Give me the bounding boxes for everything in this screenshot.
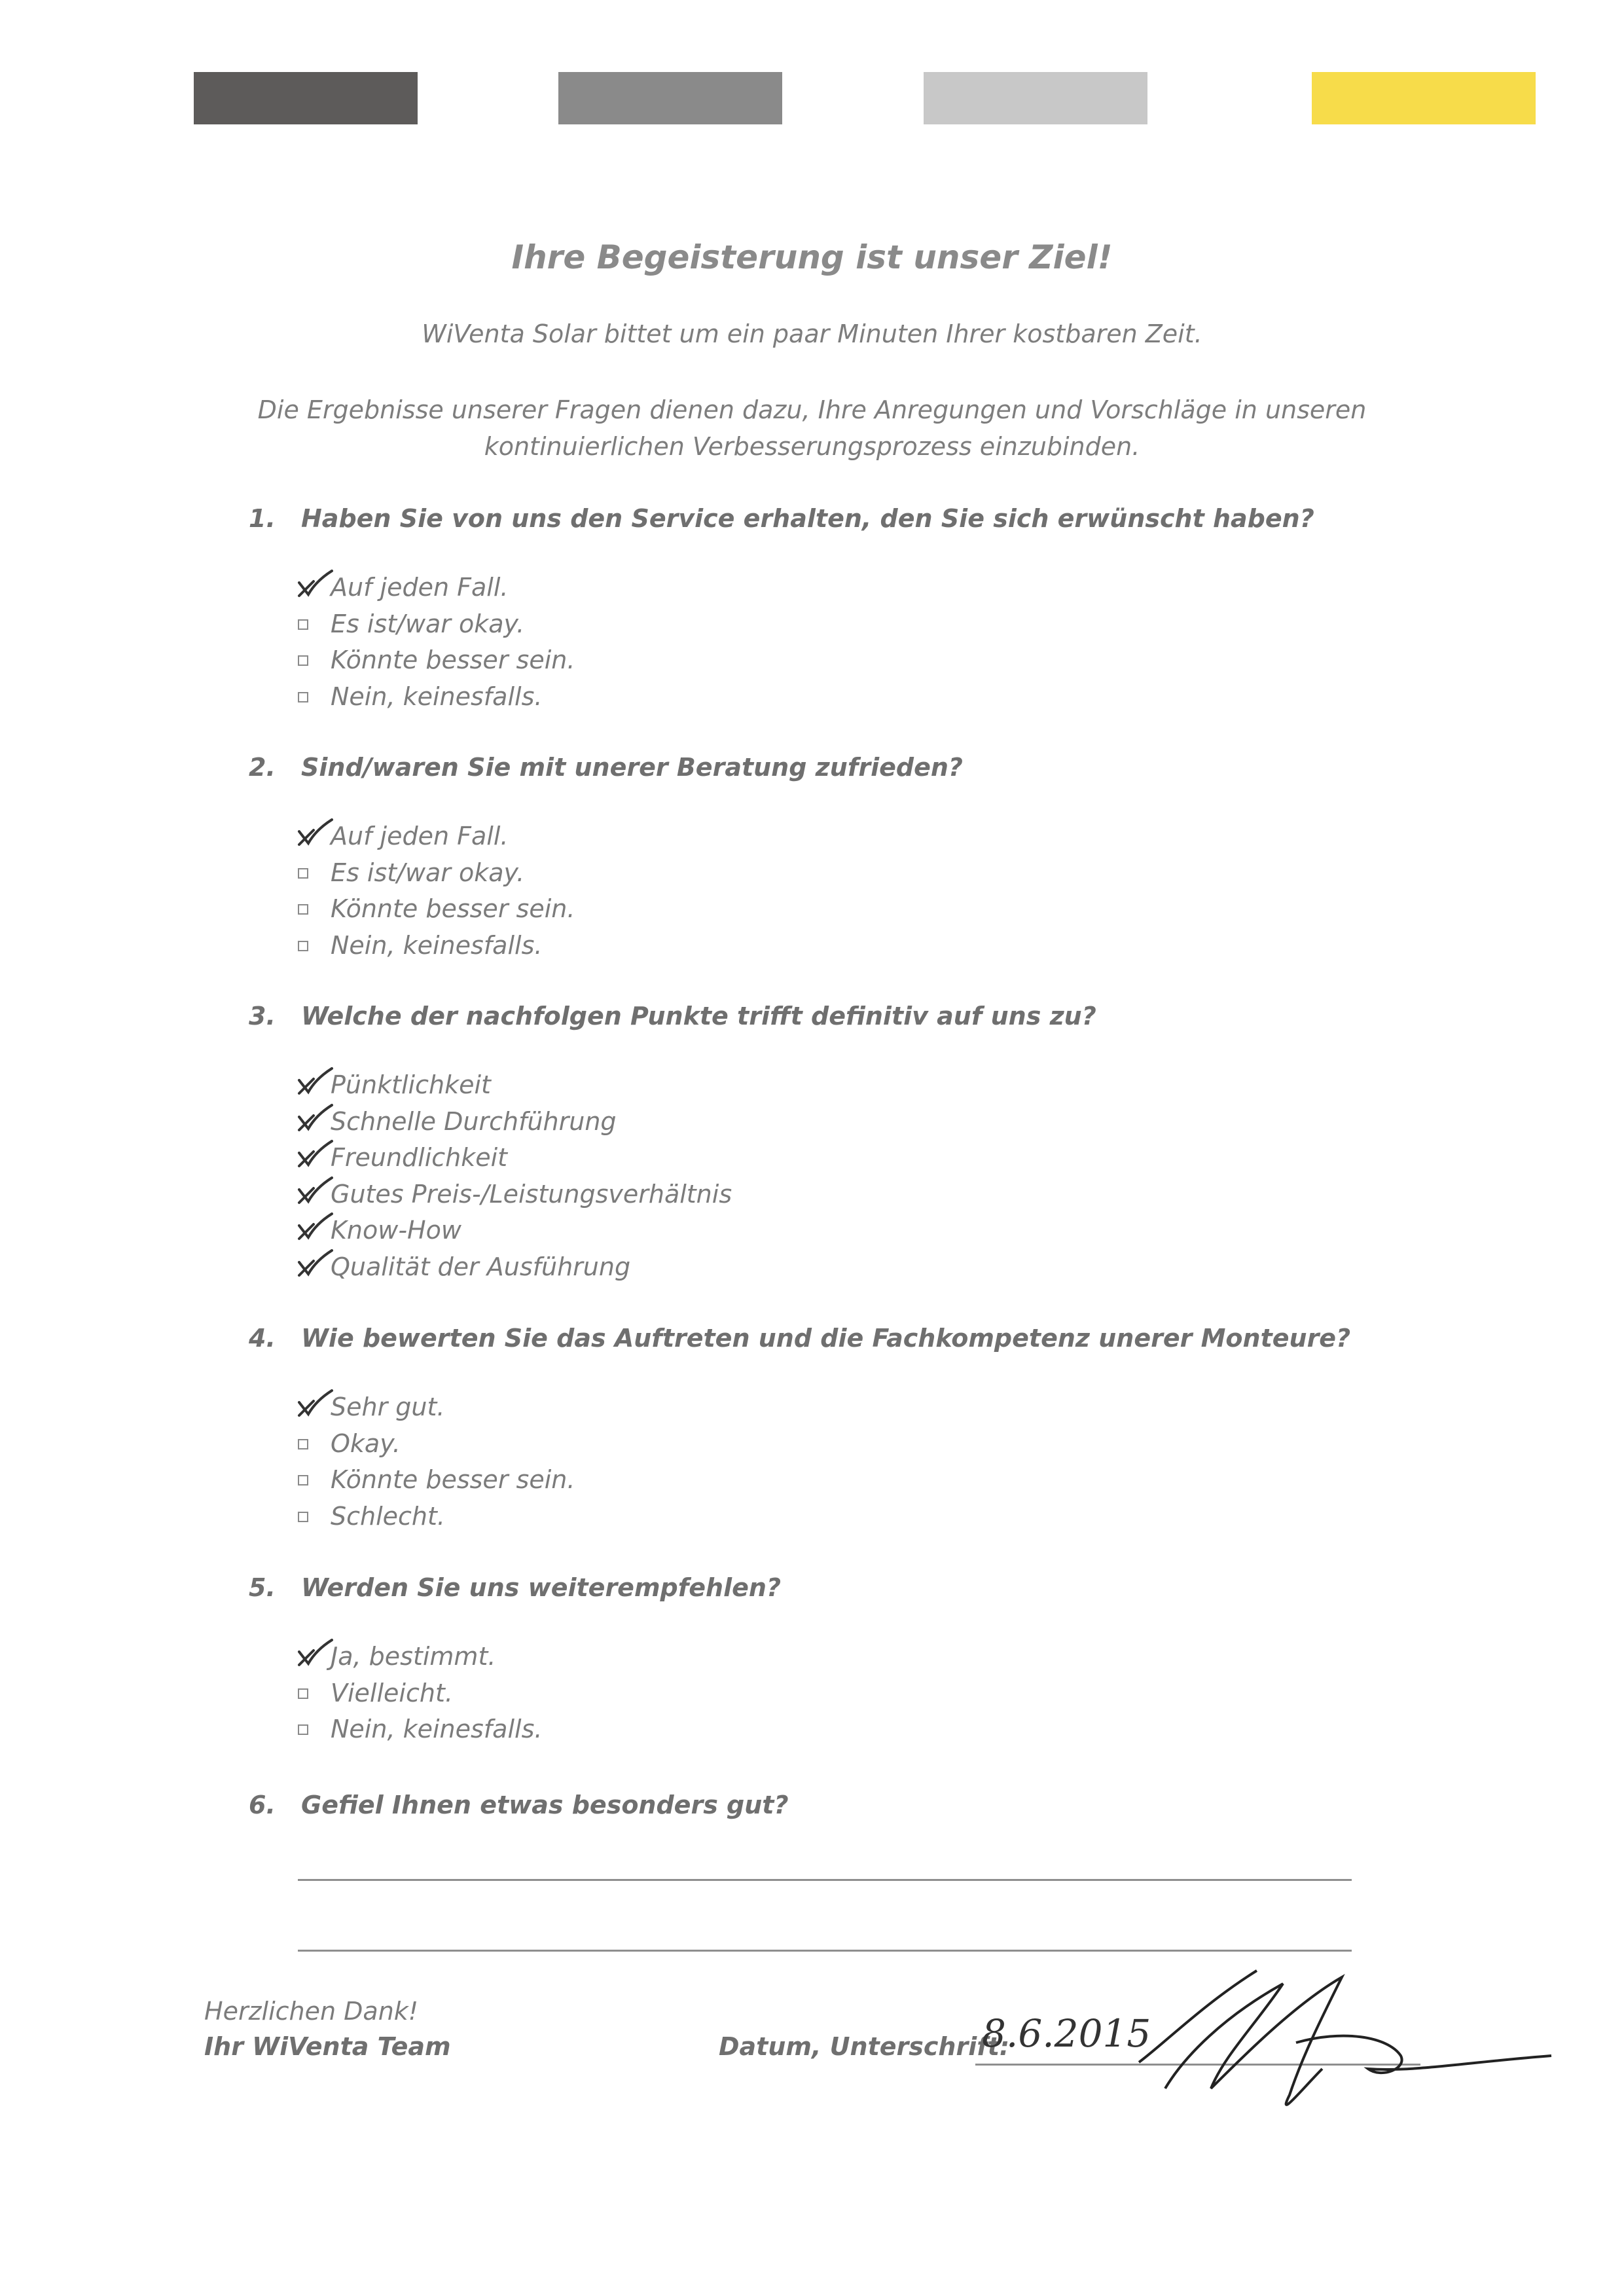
checkbox-icon[interactable] — [298, 941, 308, 951]
intro-text: WiVenta Solar bittet um ein paar Minuten Ihrer kostbaren Zeit. — [422, 319, 1202, 348]
checkbox-icon[interactable] — [298, 692, 308, 702]
answer-line[interactable] — [298, 1950, 1352, 1952]
question-text: Welche der nachfolgen Punkte trifft definitiv auf uns zu? — [301, 1002, 1096, 1030]
check-mark-icon — [295, 1063, 334, 1102]
option-label: Auf jeden Fall. — [331, 822, 509, 850]
check-mark-icon — [295, 1635, 334, 1674]
signature-label: Datum, Unterschrift: — [719, 2032, 1010, 2061]
question-text: Werden Sie uns weiterempfehlen? — [301, 1573, 782, 1602]
question-text: Sind/waren Sie mit unerer Beratung zufrieden? — [301, 753, 963, 782]
option-label: Nein, keinesfalls. — [331, 682, 543, 711]
checkbox-icon[interactable] — [298, 1512, 308, 1522]
option-label: Pünktlichkeit — [331, 1070, 491, 1099]
checkbox-icon[interactable] — [298, 619, 308, 630]
option-label: Ja, bestimmt. — [331, 1642, 496, 1671]
option-label: Schnelle Durchführung — [331, 1106, 617, 1136]
question-number: 5. — [249, 1573, 276, 1602]
checkbox-icon[interactable] — [298, 1439, 308, 1449]
option-label: Auf jeden Fall. — [331, 573, 509, 602]
question-number: 4. — [249, 1324, 276, 1353]
color-bar-light-gray — [924, 72, 1147, 124]
question-5 — [249, 1573, 781, 1602]
question-text: Gefiel Ihnen etwas besonders gut? — [301, 1791, 789, 1819]
question-number: 6. — [249, 1791, 276, 1819]
option-label: Könnte besser sein. — [331, 1465, 575, 1494]
option-label: Sehr gut. — [331, 1393, 445, 1421]
question-4 — [249, 1324, 1350, 1353]
check-mark-icon — [295, 1173, 334, 1212]
question-2 — [249, 753, 963, 782]
checkbox-icon[interactable] — [298, 868, 308, 879]
check-mark-icon — [295, 1245, 334, 1285]
check-mark-icon — [295, 814, 334, 854]
question-number: 2. — [249, 753, 276, 782]
handwritten-signature — [1126, 1964, 1558, 2115]
checkbox-icon[interactable] — [298, 904, 308, 915]
option-label: Es ist/war okay. — [331, 858, 525, 887]
checkbox-icon[interactable] — [298, 1688, 308, 1699]
color-bar-gray — [558, 72, 782, 124]
option-label: Freundlichkeit — [331, 1143, 508, 1172]
checkbox-icon[interactable] — [298, 1475, 308, 1485]
intro-paragraph-line: Die Ergebnisse unserer Fragen dienen dazu, Ihre Anregungen und Vorschläge in unseren — [257, 395, 1367, 424]
color-bar-dark-gray — [194, 72, 418, 124]
question-1 — [249, 504, 1314, 533]
option-label: Vielleicht. — [331, 1678, 453, 1707]
intro-paragraph — [0, 392, 1624, 465]
option-label: Nein, keinesfalls. — [331, 930, 543, 960]
option-label: Nein, keinesfalls. — [331, 1715, 543, 1743]
page-title: Ihre Begeisterung ist unser Ziel! — [511, 238, 1113, 276]
checkbox-icon[interactable] — [298, 655, 308, 666]
check-mark-icon — [295, 1385, 334, 1425]
check-mark-icon — [295, 1100, 334, 1139]
handwritten-date: 8.6.2015 — [982, 2011, 1151, 2056]
option-label: Gutes Preis-/Leistungsverhältnis — [331, 1179, 732, 1209]
question-text: Haben Sie von uns den Service erhalten, den Sie sich erwünscht haben? — [301, 504, 1314, 533]
intro-paragraph-line: kontinuierlichen Verbesserungsprozess einzubinden. — [484, 432, 1140, 461]
option-label: Know-How — [331, 1216, 461, 1245]
option-label: Könnte besser sein. — [331, 894, 575, 923]
check-mark-icon — [295, 1136, 334, 1175]
checkbox-icon[interactable] — [298, 1724, 308, 1735]
question-3 — [249, 1002, 1096, 1030]
option-label: Qualität der Ausführung — [331, 1252, 631, 1281]
thanks-text: Herzlichen Dank! — [204, 1997, 419, 2026]
color-bar-yellow — [1312, 72, 1536, 124]
question-number: 1. — [249, 504, 276, 533]
check-mark-icon — [295, 566, 334, 605]
option-label: Es ist/war okay. — [331, 609, 525, 638]
question-number: 3. — [249, 1002, 276, 1030]
question-6 — [249, 1791, 789, 1819]
option-label: Schlecht. — [331, 1501, 445, 1531]
team-name: Ihr WiVenta Team — [204, 2032, 451, 2061]
answer-line[interactable] — [298, 1879, 1352, 1881]
question-text: Wie bewerten Sie das Auftreten und die Fachkompetenz unerer Monteure? — [301, 1324, 1351, 1353]
option-label: Könnte besser sein. — [331, 646, 575, 674]
option-label: Okay. — [331, 1429, 401, 1458]
check-mark-icon — [295, 1209, 334, 1248]
